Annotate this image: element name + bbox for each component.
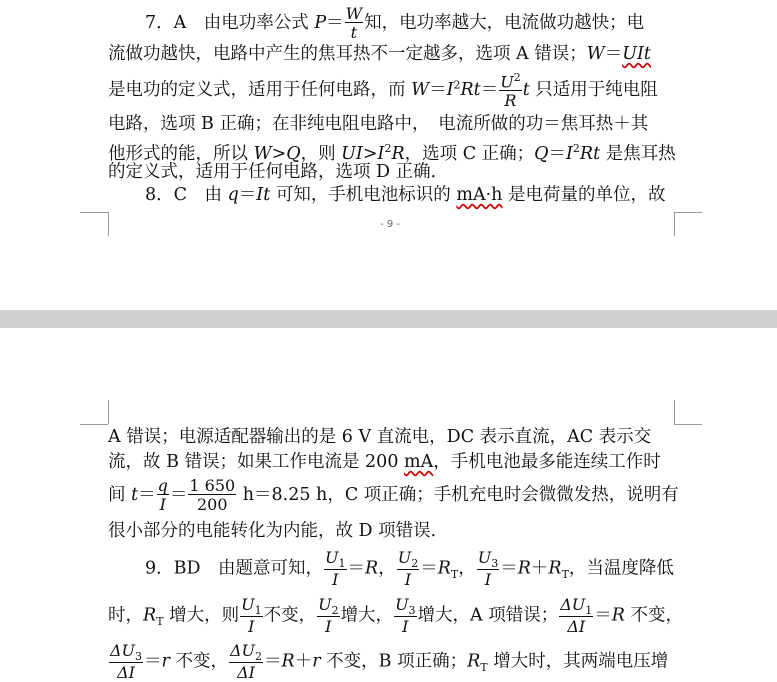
margin-mark [674, 424, 702, 425]
fraction: $\frac{\Delta U_1}{\Delta I}$ [560, 595, 593, 637]
margin-mark [108, 400, 109, 424]
text-line: 流做功越快，电路中产生的焦耳热不一定越多，选项 A 错误；W＝UIt [108, 44, 651, 64]
fraction: $\frac{\Delta U_3}{\Delta I}$ [110, 641, 143, 682]
text-line: 他形式的能，所以 W>Q，则 $UI>I^2R$，选项 C 正确；$Q=I^2Rt$ 是焦耳热 [108, 142, 676, 164]
text-line: 间 t＝ $\frac{q}{I}$ ＝ $\frac{1 650}{200}$ h＝8.25 h，C 项正确；手机充电时会微微发热，说明有 [108, 476, 679, 514]
fraction: $\frac{q}{I}$ [157, 476, 168, 514]
fraction: $\frac{U_2}{I}$ [318, 595, 339, 637]
text-line: $\frac{\Delta U_3}{\Delta I}$ ＝r 不变， $\frac{\Delta U_2}{\Delta I}$ ＝R＋r 不变，B 项正确；$R_T$ 增大时，其两端电压增 [110, 641, 669, 682]
text-line: 7．A 由电功率公式 P＝ $\frac{W}{t}$ 知，电功率越大，电流做功越快；电 [145, 4, 645, 42]
fraction: $\frac{\Delta U_2}{\Delta I}$ [230, 641, 263, 682]
text-line: A 错误；电源适配器输出的是 6 V 直流电，DC 表示直流，AC 表示交 [108, 427, 652, 447]
text-line: 9．BD 由题意可知， $\frac{U_1}{I}$ ＝R， $\frac{U_2}{I}$ $=R_T$， $\frac{U_3}{I}$ $=R+R_T$，当温度降低 [145, 548, 674, 590]
margin-mark [80, 424, 108, 425]
margin-mark [674, 212, 702, 213]
fraction: $\frac{U_1}{I}$ [325, 548, 346, 590]
fraction: $\frac{U_3}{I}$ [477, 548, 499, 590]
page-number: - 9 - [380, 219, 400, 230]
text-line: 电路，选项 B 正确；在非纯电阻电路中， 电流所做的功＝焦耳热＋其 [108, 114, 649, 134]
margin-mark [674, 212, 675, 236]
document-page-top [0, 0, 777, 310]
fraction: $\frac{U_2}{I}$ [397, 548, 419, 590]
text-line: 流，故 B 错误；如果工作电流是 200 mA，手机电池最多能连续工作时 [108, 452, 661, 472]
fraction: $\frac{U_1}{I}$ [241, 595, 262, 637]
text-line: 很小部分的电能转化为内能，故 D 项错误． [108, 521, 449, 541]
text-line: 是电功的定义式，适用于任何电路，而 $W=I^2Rt=$ $\frac{U^2}{R}$ t 只适用于纯电阻 [108, 71, 658, 111]
margin-mark [108, 212, 109, 236]
text-line: 时，$R_T$ 增大，则 $\frac{U_1}{I}$ 不变， $\frac{U_2}{I}$ 增大， $\frac{U_3}{I}$ 增大，A 项错误； $\frac{\Delta U_1}{\Delta I}$ ＝R 不变， [108, 595, 684, 637]
page-gap [0, 310, 777, 328]
fraction: $\frac{U_3}{I}$ [395, 595, 416, 637]
text-line: 的定义式，适用于任何电路，选项 D 正确． [108, 162, 449, 182]
fraction: $\frac{W}{t}$ [345, 4, 363, 42]
fraction: $\frac{1 650}{200}$ [189, 476, 236, 514]
fraction: $\frac{U^2}{R}$ [500, 71, 521, 111]
margin-mark [674, 400, 675, 424]
text-line: 8．C 由 q＝It 可知，手机电池标识的 mA·h 是电荷量的单位，故 [145, 185, 666, 205]
margin-mark [80, 212, 108, 213]
